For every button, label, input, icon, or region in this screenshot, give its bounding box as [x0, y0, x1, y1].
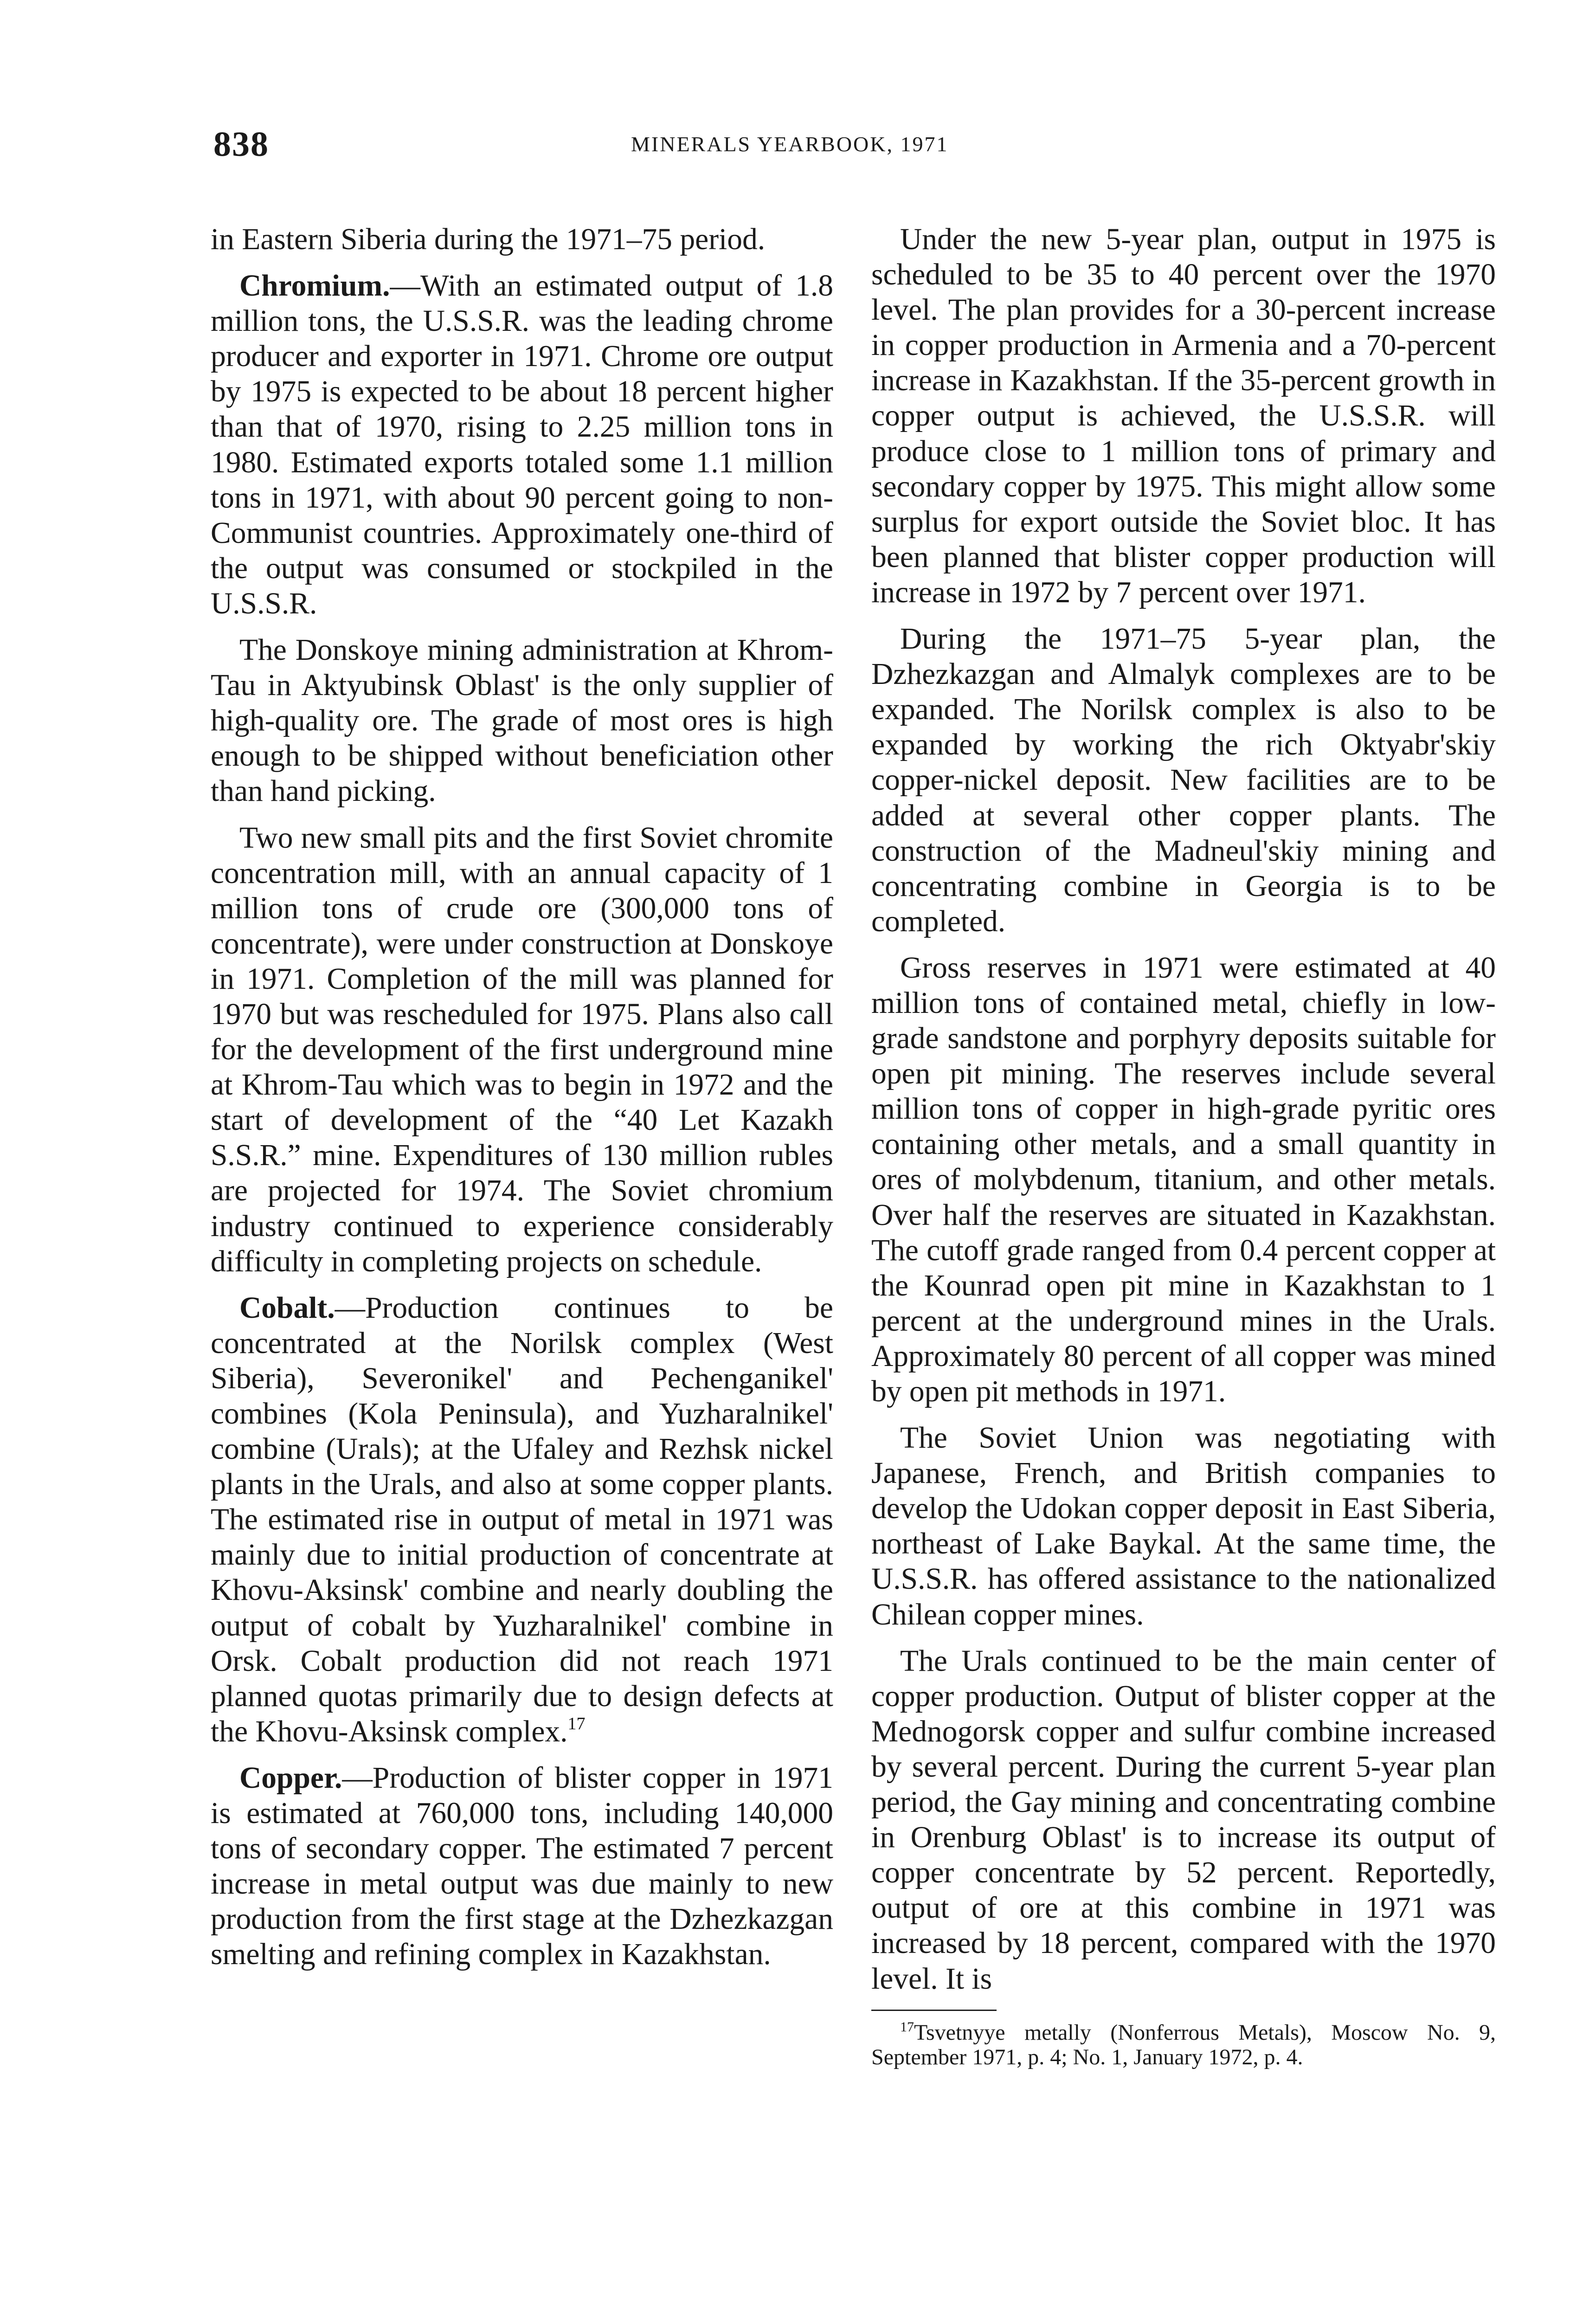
running-head: MINERALS YEARBOOK, 1971: [631, 132, 949, 156]
paragraph-chromium: [211, 268, 833, 621]
paragraph-cobalt: [211, 1290, 833, 1749]
footnote-divider: [871, 2010, 997, 2011]
paragraph-reserves: Gross reserves in 1971 were estimated at 40 million tons of contained metal, chiefly in low-grade sandstone and porphyry deposits suitable for open pit mining. The reserves include several million tons of copper in high-grade pyritic ores containing other metals, and a small quantity in ores of molybdenum, titanium, and other metals. Over half the reserves are situated in Kazakhstan. The cutoff grade ranged from 0.4 percent copper at the Kounrad open pit mine in Kazakhstan to 1 percent at the underground mines in the Urals. Approximately 80 percent of all copper was mined by open pit methods in 1971.: [871, 951, 1496, 1408]
paragraph-pits: Two new small pits and the first Soviet chromite concentration mill, with an annual capacity of 1 million tons of crude ore (300,000 tons of concentrate), were under construction at Donskoye in 1971. Completion of the mill was planned for 1970 but was rescheduled for 1975. Plans also call for the development of the first underground mine at Khrom-Tau which was to begin in 1972 and the start of development of the “40 Let Kazakh S.S.R.” mine. Expenditures of 130 million rubles are projected for 1974. The Soviet chromium industry continued to experience considerably difficulty in completing projects on schedule.: [211, 821, 833, 1278]
section-heading-chromium: Chromium.: [239, 269, 390, 303]
footnote-reference: 17: [567, 1714, 586, 1734]
paragraph-expansion: During the 1971–75 5-year plan, the Dzhezkazgan and Almalyk complexes are to be expanded. The Norilsk complex is also to be expanded by working the rich Oktyabr'skiy copper-nickel deposit. New facilities are to be added at several other copper plants. The construction of the Madneul'skiy mining and concentrating combine in Georgia is to be completed.: [871, 622, 1496, 938]
page-number: 838: [213, 125, 269, 164]
paragraph-text: —With an estimated output of 1.8 million tons, the U.S.S.R. was the leading chrome producer and exporter in 1971. Chrome ore output by 1975 is expected to be about 18 percent higher than that of 1970, rising to 2.25 million tons in 1980. Estimated exports totaled some 1.1 million tons in 1971, with about 90 percent going to non-Communist countries. Approximately one-third of the output was consumed or stockpiled in the U.S.S.R.: [211, 269, 833, 620]
paragraph-continuation: in Eastern Siberia during the 1971–75 period.: [211, 223, 766, 256]
paragraph-text: —Production of blister copper in 1971 is estimated at 760,000 tons, including 140,000 tons of secondary copper. The estimated 7 percent increase in metal output was due mainly to new production from the first stage at the Dzhezkazgan smelting and refining complex in Kazakhstan.: [211, 1761, 833, 1972]
section-heading-cobalt: Cobalt.: [239, 1291, 335, 1325]
footnote-text: Tsvetnyye metally (Nonferrous Metals), Moscow No. 9, September 1971, p. 4; No. 1, January 1972, p. 4.: [871, 2020, 1496, 2069]
paragraph-text: —Production continues to be concentrated at the Norilsk complex (West Siberia), Severonikel' and Pechenganikel' combines (Kola Peninsula), and Yuzharalnikel' combine (Urals); at the Ufaley and Rezhsk nickel plants in the Urals, and also at some copper plants. The estimated rise in output of metal in 1971 was mainly due to initial production of concentrate at Khovu-Aksinsk' combine and nearly doubling the output of cobalt by Yuzharalnikel' combine in Orsk. Cobalt production did not reach 1971 planned quotas primarily due to design defects at the Khovu-Aksinsk complex.: [211, 1291, 833, 1748]
paragraph-urals: The Urals continued to be the main center of copper production. Output of blister copper at the Mednogorsk copper and sulfur combine increased by several percent. During the current 5-year plan period, the Gay mining and concentrating combine in Orenburg Oblast' is to increase its output of copper concentrate by 52 percent. Reportedly, output of ore at this combine in 1971 was increased by 18 percent, compared with the 1970 level. It is: [871, 1644, 1496, 1996]
paragraph-five-year-plan: Under the new 5-year plan, output in 1975 is scheduled to be 35 to 40 percent over the 1970 level. The plan provides for a 30-percent increase in copper production in Armenia and a 70-percent increase in Kazakhstan. If the 35-percent growth in copper output is achieved, the U.S.S.R. will produce close to 1 million tons of primary and secondary copper by 1975. This might allow some surplus for export outside the Soviet bloc. It has been planned that blister copper production will increase in 1972 by 7 percent over 1971.: [871, 223, 1496, 609]
left-column: [211, 222, 833, 1984]
paragraph-donskoye: The Donskoye mining administration at Khrom-Tau in Aktyubinsk Oblast' is the only supplier of high-quality ore. The grade of most ores is high enough to be shipped without beneficiation other than hand picking.: [211, 633, 833, 808]
paragraph-udokan: The Soviet Union was negotiating with Japanese, French, and British companies to develop the Udokan copper deposit in East Siberia, northeast of Lake Baykal. At the same time, the U.S.S.R. has offered assistance to the nationalized Chilean copper mines.: [871, 1421, 1496, 1631]
right-column: [871, 222, 1496, 2069]
footnote: [871, 2020, 1496, 2069]
footnote-number: 17: [900, 2019, 914, 2035]
paragraph-copper: [211, 1760, 833, 1972]
section-heading-copper: Copper.: [239, 1761, 342, 1795]
